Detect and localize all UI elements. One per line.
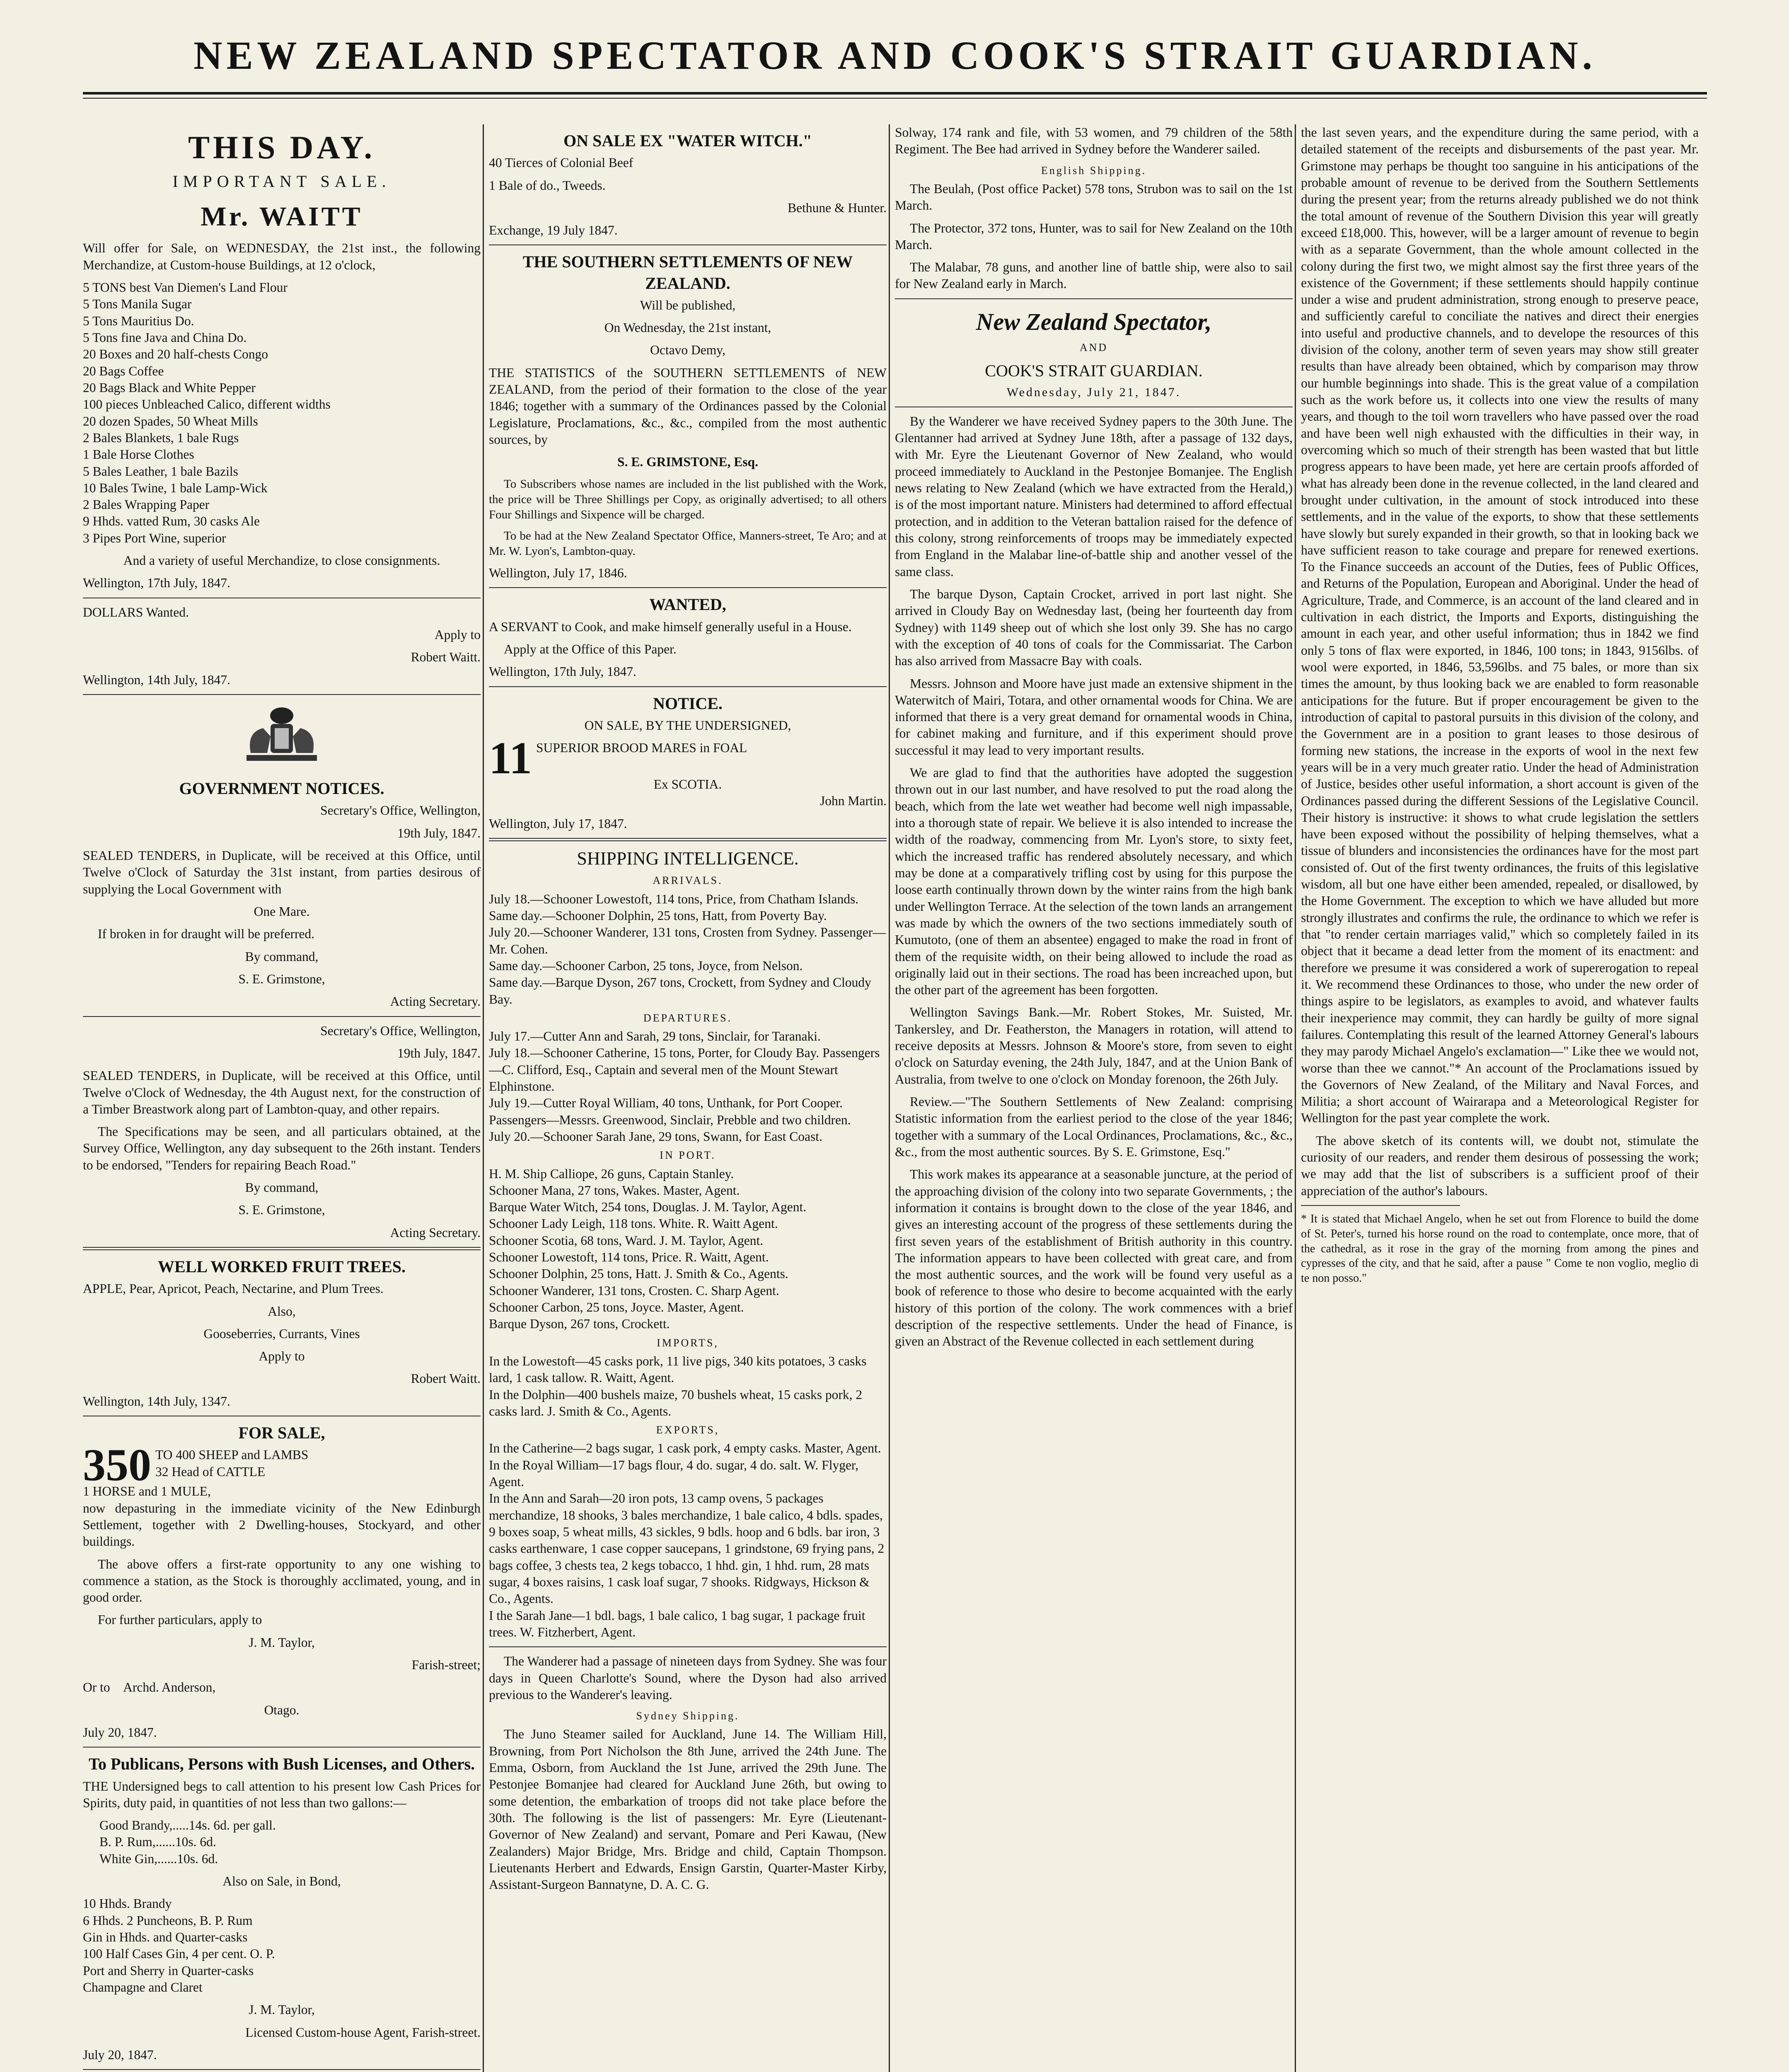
column-divider (1295, 124, 1296, 2072)
divider (83, 694, 481, 695)
publicans-also: Also on Sale, in Bond, (222, 1874, 341, 1889)
in-port-list (489, 1166, 887, 1333)
sale-outro: And a variety of useful Merchandize, to close consignments. (123, 553, 440, 568)
notice-date: Wellington, July 17, 1847. (489, 816, 627, 831)
list-item: Schooner Lowestoft, 114 tons, Price. R. Waitt, Agent. (489, 1250, 769, 1265)
list-item: 5 Tons Mauritius Do. (83, 313, 194, 328)
list-item: 20 Bags Coffee (83, 363, 164, 378)
forsale-date: July 20, 1847. (83, 1725, 157, 1740)
shipping-title: SHIPPING INTELLIGENCE. (577, 848, 799, 869)
forsale-number: 350 (83, 1440, 151, 1491)
gov-notices-title: GOVERNMENT NOTICES. (179, 779, 384, 798)
english-shipping-2: The Protector, 372 tons, Hunter, was to sail for New Zealand on the 10th March. (895, 220, 1293, 252)
ss-when: On Wednesday, the 21st instant, (604, 320, 771, 335)
exports-list (489, 1440, 887, 1641)
list-item: I the Sarah Jane—1 bdl. bags, 1 bale calico, 1 bag sugar, 1 package fruit trees. W. Fitzherbert, Agent. (489, 1608, 865, 1639)
paper-and: AND (1079, 341, 1108, 353)
divider (895, 298, 1293, 299)
editorial-paragraph: Wellington Savings Bank.—Mr. Robert Stokes, Mr. Suisted, Mr. Tankersley, and Dr. Featherston, the Managers in rotation, will attend to receive deposits at Messrs. Johnson & Moore's store, from seven to eight o'clock on Saturday evening, the 24th July, 1847, and at the Union Bank of Australia, from twelve to one o'clock on Monday forenoon, the 26th July. (895, 1005, 1293, 1087)
english-shipping-3: The Malabar, 78 guns, and another line of battle ship, were also to sail for New Zealand early in March. (895, 260, 1293, 291)
forsale-name-2: Archd. Anderson, (123, 1680, 216, 1695)
list-item: Barque Water Witch, 254 tons, Douglas. J. M. Taylor, Agent. (489, 1200, 807, 1215)
list-item: Port and Sherry in Quarter-casks (83, 1963, 254, 1978)
fruit-name: Robert Waitt. (411, 1371, 481, 1386)
column-divider (889, 124, 890, 2072)
imports-list (489, 1353, 887, 1420)
forsale-body2: The above offers a first-rate opportunity to any one wishing to commence a station, as the Stock is thoroughly acclimated, young, and in good order. (83, 1556, 481, 1605)
dollars-wanted: DOLLARS Wanted. (83, 605, 189, 620)
editorial-paragraph: We are glad to find that the authorities have adopted the suggestion thrown out in our last number, and have resolved to put the road along the beach, which from the late wet weather had become well nigh impassable, into a thorough state of repair. We believe it is also intended to increase the width of the roadway, commencing from Mr. Lyon's store, to sixty feet, which the increased traffic has rendered absolutely necessary, and which may be done at a comparatively trifling cost by using for this purpose the loose earth continually thrown down by the winter rains from the high bank under Wellington Terrace. At the selection of the town lands an arrangement was made by which the owners of the two sections immediately south of Kumutoto, (one of them an absentee) engaged to make the road in front of them of the requisite width, on their being allowed to include the road as originally laid out in their sections. The road has been increached upon, but the other part of the agreement has been forgotten. (895, 765, 1293, 997)
publicans-role: Licensed Custom-house Agent, Farish-street. (245, 2025, 481, 2040)
editorial-paragraph: Messrs. Johnson and Moore have just made an extensive shipment in the Waterwitch of Mairi, Totara, and other ornamental woods for China. We are informed that there is a very great demand for ornamental woods in China, for cabinet making and furniture, and if this experiment should prove successful it may lead to very important results. (895, 676, 1293, 758)
water-witch-date: Exchange, 19 July 1847. (489, 223, 618, 238)
gov2-date: 19th July, 1847. (397, 1046, 481, 1060)
notice-sign: John Martin. (820, 794, 887, 808)
column-3 (895, 124, 1293, 2072)
list-item: July 20.—Schooner Sarah Jane, 29 tons, Swann, for East Coast. (489, 1129, 822, 1144)
list-item: 100 pieces Unbleached Calico, different widths (83, 397, 331, 412)
english-shipping-title: English Shipping. (1041, 164, 1147, 177)
sale-type: IMPORTANT SALE. (172, 172, 391, 191)
gov2-body2: The Specifications may be seen, and all particulars obtained, at the Survey Office, Wellington, any day subsequent to the 26th instant. Tenders to be endorsed, "Tenders for repairing Beach Road." (83, 1124, 481, 1172)
list-item: Same day.—Schooner Carbon, 25 tons, Joyce, from Nelson. (489, 958, 803, 973)
gov1-by: By command, (245, 949, 319, 964)
southern-settlements-title: THE SOUTHERN SETTLEMENTS OF NEW ZEALAND. (522, 252, 853, 293)
forsale-apply: For further particulars, apply to (98, 1612, 262, 1627)
list-item: 9 Hhds. vatted Rum, 30 casks Ale (83, 514, 260, 529)
list-item: Schooner Dolphin, 25 tons, Hatt. J. Smith & Co., Agents. (489, 1266, 788, 1281)
editorial-paragraph: By the Wanderer we have received Sydney papers to the 30th June. The Glentanner had arrived at Sydney June 18th, after a passage of 132 days, with Mr. Eyre the Lieutenant Governor of New Zealand, who would proceed immediately to Auckland in the Pestonjee Bomanjee. The English news relating to New Zealand (which we have extracted from the Herald,) is of the most important nature. Ministers had determined to afford effectual protection, and in addition to the Veteran battalion raised for the defence of this colony, strong reinforcements of troops may be immediately expected from England in the Malabar line-of-battle ship and another vessel of the same class. (895, 414, 1293, 579)
notice-title: NOTICE. (653, 694, 723, 713)
gov2-role: Acting Secretary. (390, 1225, 481, 1240)
paper-subtitle: COOK'S STRAIT GUARDIAN. (985, 361, 1203, 380)
list-item: July 18.—Schooner Catherine, 15 tons, Porter, for Cloudy Bay. Passengers—C. Clifford, Esq., Captain and several men of the Mount Stewart Elphinstone. (489, 1046, 880, 1094)
notice-line: ON SALE, BY THE UNDERSIGNED, (584, 718, 791, 733)
ss-date: Wellington, July 17, 1846. (489, 566, 627, 581)
gov1-pref: If broken in for draught will be preferred. (98, 927, 315, 942)
ss-publish: Will be published, (640, 298, 736, 312)
list-item: 10 Bales Twine, 1 bale Lamp-Wick (83, 480, 268, 495)
list-item: B. P. Rum,......10s. 6d. (99, 1835, 216, 1849)
list-item: 1 Bale Horse Clothes (83, 447, 194, 462)
list-item: July 20.—Schooner Wanderer, 131 tons, Crosten from Sydney. Passenger—Mr. Cohen. (489, 925, 886, 956)
fruit-also: Also, (268, 1304, 296, 1319)
list-item: 5 Bales Leather, 1 bale Bazils (83, 464, 238, 479)
footnote: * It is stated that Michael Angelo, when he set out from Florence to build the dome of St. Peter's, turned his horse round on the road to contemplate, once more, that of the cathedral, as it rose in the gray of the morning from among the pines and cypresses of the city, and that he said, after a pause " Come te non voglio, meglio di te non posso." (1301, 1213, 1699, 1285)
gov1-role: Acting Secretary. (390, 994, 481, 1009)
forsale-addr-1: Farish-street; (411, 1658, 481, 1673)
list-item: Barque Dyson, 267 tons, Crockett. (489, 1317, 670, 1331)
list-item: Same day.—Barque Dyson, 267 tons, Crockett, from Sydney and Cloudy Bay. (489, 975, 871, 1007)
editorial-paragraph: This work makes its appearance at a seasonable juncture, at the period of the approaching division of the colony into two separate Governments, ; the information it contains is brought down to the close of the year 1846, and gives an interesting account of the progress of these settlements during the first seven years of the establishment of British authority in this country. The information appears to have been collected with great care, and from the most authentic sources, and the work will be found very useful as a book of reference to those who desire to become acquainted with the early history of this portion of the colony. The work commences with a brief description of the respective settlements. Under the head of Finance, is given an Abstract of the Revenue collected in each settlement during (895, 1167, 1293, 1349)
list-item: In the Lowestoft—45 casks pork, 11 live pigs, 340 kits potatoes, 3 casks lard, 1 cask tallow. R. Waitt, Agent. (489, 1353, 867, 1385)
fruit-body: APPLE, Pear, Apricot, Peach, Nectarine, and Plum Trees. (83, 1281, 384, 1296)
column-1 (83, 124, 481, 2072)
imports-title: IMPORTS, (657, 1336, 719, 1349)
editorial-paragraph: The above sketch of its contents will, we doubt not, stimulate the curiosity of our readers, and render them desirous of possessing the work; we may add that the list of subscribers is a sufficient proof of their appreciation of the author's labours. (1301, 1133, 1699, 1198)
ss-size: Octavo Demy, (650, 343, 725, 358)
publicans-date: July 20, 1847. (83, 2047, 157, 2062)
list-item: 3 Pipes Port Wine, superior (83, 530, 226, 545)
this-day-heading: THIS DAY. (188, 129, 376, 165)
list-item: In the Royal William—17 bags flour, 4 do. sugar, 4 do. salt. W. Flyger, Agent. (489, 1457, 859, 1489)
gov1-sign: S. E. Grimstone, (238, 971, 325, 986)
list-item: Schooner Lady Leigh, 118 tons. White. R. Waitt Agent. (489, 1216, 778, 1231)
auctioneer-name: Mr. WAITT (201, 201, 363, 232)
sale-items-list (83, 279, 481, 547)
sale-date: Wellington, 17th July, 1847. (83, 576, 230, 591)
sale-intro: Will offer for Sale, on WEDNESDAY, the 21st inst., the following Merchandize, at Custom-house Buildings, at 12 o'clock, (83, 241, 481, 272)
gov2-by: By command, (245, 1180, 319, 1195)
column-2 (489, 124, 887, 2072)
editorial-paragraph: the last seven years, and the expenditure during the same period, with a detailed statement of the receipts and disbursements of the past year. Mr. Grimstone may perhaps be thought too sanguine in his anticipations of the probable amount of revenue to be derived from the Southern Settlements during the present year; from the returns already published we do not think the total amount of revenue of the Southern Division this year will greatly exceed £18,000. This, however, will be a larger amount of revenue to begin with as a separate Government, than the whole amount collected in the colony during the first two, we might almost say the first three years of the existence of the Government; if these settlements should happily continue under a wise and prudent administration, strong enough to preserve peace, and sufficiently careful to conciliate the natives and direct their energies into useful and productive channels, and to develope the resources of this division of the colony, another term of seven years may show still greater results than have already been obtained, which by comparison may throw our humble beginnings into shade. This is the great value of a compilation such as the work before us, it collects into one view the results of many years, and though to the toil worn travellers who have passed over the road and have been well nigh exhausted with the difficulties in their way, in overcoming which so much of their strength has been wasted that but little progress appears to have been made, yet here are certain proofs afforded of what has already been done in the revenue collected, in the land cleared and brought under cultivation, in the amount of stock introduced into these settlements, and in the value of the exports, to show that these settlements have slowly but surely expanded in their growth, so that in looking back we have sufficient reason to take courage and prepare for renewed exertions. To the Finance succeeds an account of the Duties, fees of Public Offices, and Returns of the Population, European and Aboriginal. Under the head of Agriculture, Trade, and Commerce, is an account of the land cleared and in cultivation in each district, the Imports and Exports, distinguishing the amount in each year, and other useful information; thus in 1842 we find only 5 tons of flax were exported, in 1846, 100 tons; in 1843, 9156lbs. of wool were exported, in 1846, 53,596lbs. and 75 bales, or more than six times the amount, by thus looking back we are enabled to form reasonable anticipations for the future. But if proper encouragement be given to the introduction of capital to pastoral pursuits in this division of the colony, and the Government are in a position to grant leases to those desirous of forming new stations, the increase in the exports of wool in the next few years will be in a very much greater ratio. Under the head of Administration of Justice, besides other useful information, a short account is given of the Ordinances passed during the different Sessions of the Legislative Council. Their history is instructive: it shows to what crude legislation the settlers have been exposed without the possibility of helping themselves, what a tissue of blunders and inconsistencies the ordinances have for the most part consisted of. Out of the first twenty ordinances, the fruits of this legislative wisdom, all but one have either been amended, repealed, or disallowed, by the Home Government. The exception to which we have alluded but more strongly illustrates and confirms the rule, the ordinance to which we refer is that "to render certain marriages valid," which so completely failed in its object that it became a dead letter from the moment of its enactment: and therefore we presume it was considered a work of supererogation to repeal it. We recommend these Ordinances to those, who under the new order of things aspire to be legislators, as examples to avoid, and whatever faults their inexperience may commit, they can hardly be guilty of more signal failures. Contemplating this result of the learned Attorney General's labours they may parody Michael Angelo's exclamation—" Like thee we would not, worse than thee we cannot."* An account of the Proclamations issued by the Governors of New Zealand, of the Military and Naval Forces, and Militia; a short account of Wairarapa and a Meteorological Register for Wellington for the past year complete the work. (1301, 125, 1699, 1126)
departures-title: DEPARTURES. (643, 1012, 733, 1024)
water-witch-line: 1 Bale of do., Tweeds. (489, 178, 606, 193)
arrivals-title: ARRIVALS. (653, 874, 723, 887)
water-witch-title: ON SALE EX "WATER WITCH." (563, 131, 812, 150)
notice-line: Ex SCOTIA. (653, 777, 722, 792)
list-item: Champagne and Claret (83, 1980, 203, 1995)
divider (489, 587, 887, 588)
list-item: White Gin,......10s. 6d. (99, 1851, 218, 1866)
list-item: Schooner Mana, 27 tons, Wakes. Master, Agent. (489, 1183, 740, 1198)
gov2-sign: S. E. Grimstone, (238, 1203, 325, 1218)
fruit-date: Wellington, 14th July, 1347. (83, 1394, 230, 1409)
list-item: Good Brandy,.....14s. 6d. per gall. (99, 1818, 276, 1833)
masthead: NEW ZEALAND SPECTATOR AND COOK'S STRAIT GUARDIAN. (193, 33, 1596, 77)
list-item: 5 Tons fine Java and China Do. (83, 330, 247, 345)
forsale-line: 32 Head of CATTLE (155, 1464, 266, 1479)
gov2-office: Secretary's Office, Wellington, (320, 1023, 481, 1038)
publicans-body: THE Undersigned begs to call attention to his present low Cash Prices for Spirits, duty paid, in quantities of not less than two gallons:— (83, 1779, 481, 1810)
ss-subscribers: To Subscribers whose names are included in the list published with the Work, the price will be Three Shillings per Copy, as originally advertised; to all others Four Shillings and Sixpence will be charged. (489, 477, 887, 521)
list-item: In the Catherine—2 bags sugar, 1 cask pork, 4 empty casks. Master, Agent. (489, 1441, 881, 1456)
divider (83, 1747, 481, 1748)
list-item: 20 dozen Spades, 50 Wheat Mills (83, 414, 258, 428)
list-item: July 18.—Schooner Lowestoft, 114 tons, Price, from Chatham Islands. (489, 891, 859, 906)
list-item: 5 TONS best Van Diemen's Land Flour (83, 280, 288, 295)
masthead-rule-thin (83, 98, 1707, 99)
list-item: 5 Tons Manila Sugar (83, 297, 192, 312)
fruit-title: WELL WORKED FRUIT TREES. (158, 1257, 406, 1276)
wanted-title: WANTED, (649, 595, 726, 614)
publicans-title: To Publicans, Persons with Bush Licenses, and Others. (88, 1755, 475, 1774)
dollars-apply: Apply to (434, 627, 481, 642)
divider (83, 1247, 481, 1250)
column-4 (1301, 124, 1699, 2072)
sydney-shipping-paragraph: The Juno Steamer sailed for Auckland, June 14. The William Hill, Browning, from Port Nicholson the 8th June, arrived the 24th June. The Emma, Osborn, from Auckland the 1st June, arrived the 29th June. The Pestonjee Bomanjee had cleared for Auckland June 26th, but owing to some detention, the embarkation of troops did not take place before the 30th. The following is the list of passengers: Mr. Eyre (Lieutenant-Governor of New Zealand) and servant, Pomare and Peri Kawau, (New Zealanders) Major Bridge, Mrs. Bridge and child, Captain Thompson. Lieutenants Herbert and Edwards, Ensign Garstin, Quarter-Master Kirby, Assistant-Surgeon Bannatyne, D. A. C. G. (489, 1727, 887, 1892)
dollars-date: Wellington, 14th July, 1847. (83, 672, 230, 687)
list-item: Schooner Scotia, 68 tons, Ward. J. M. Taylor, Agent. (489, 1233, 764, 1248)
notice-line: SUPERIOR BROOD MARES in FOAL (536, 741, 747, 755)
list-item: Gin in Hhds. and Quarter-casks (83, 1930, 248, 1945)
list-item: 6 Hhds. 2 Puncheons, B. P. Rum (83, 1913, 253, 1928)
list-item: July 17.—Cutter Ann and Sarah, 29 tons, Sinclair, for Taranaki. (489, 1029, 821, 1044)
wanted-body: A SERVANT to Cook, and make himself generally useful in a House. (489, 619, 852, 634)
list-item: July 19.—Cutter Royal William, 40 tons, Unthank, for Port Cooper. Passengers—Messrs. Greenwood, Sinclair, Prebble and two children. (489, 1096, 851, 1127)
list-item: H. M. Ship Calliope, 26 guns, Captain Stanley. (489, 1166, 734, 1181)
gov1-body: SEALED TENDERS, in Duplicate, will be received at this Office, until Twelve o'Clock of Saturday the 31st instant, from parties desirous of supplying the Local Government with (83, 848, 481, 896)
forsale-or: Or to (83, 1680, 110, 1695)
gov2-body: SEALED TENDERS, in Duplicate, will be received at this Office, until Twelve o'Clock of Wednesday, the 4th August next, for the construction of a Timber Breastwork along part of Lambton-quay, and other repairs. (83, 1068, 481, 1116)
ss-body: THE STATISTICS of the SOUTHERN SETTLEMENTS of NEW ZEALAND, from the period of their formation to the close of the year 1846; together with a summary of the Ordinances passed by the Colonial Legislature, Proclamations, &c., &c., compiled from the most authentic sources, by (489, 365, 887, 447)
ss-had: To be had at the New Zealand Spectator Office, Manners-street, Te Aro; and at Mr. W. Lyon's, Lambton-quay. (489, 529, 887, 558)
forsale-line: TO 400 SHEEP and LAMBS (155, 1447, 309, 1462)
list-item: 10 Hhds. Brandy (83, 1896, 172, 1911)
publicans-prices (83, 1817, 481, 1867)
fruit-more: Gooseberries, Currants, Vines (203, 1326, 360, 1341)
forsale-body: now depasturing in the immediate vicinity of the New Edinburgh Settlement, together with 2 Dwelling-houses, Stockyard, and other buildings. (83, 1501, 481, 1549)
list-item: Same day.—Schooner Dolphin, 25 tons, Hatt, from Poverty Bay. (489, 908, 827, 923)
paper-date: Wednesday, July 21, 1847. (1006, 385, 1181, 399)
paper-title: New Zealand Spectator, (976, 308, 1212, 335)
wanted-apply: Apply at the Office of this Paper. (504, 641, 677, 656)
gov1-office: Secretary's Office, Wellington, (320, 803, 481, 818)
divider (1301, 1205, 1460, 1206)
list-item: Schooner Carbon, 25 tons, Joyce. Master, Agent. (489, 1300, 744, 1315)
english-shipping-1: The Beulah, (Post office Packet) 578 tons, Strubon was to sail on the 1st March. (895, 181, 1293, 213)
wanderer-paragraph: The Wanderer had a passage of nineteen days from Sydney. She was four days in Queen Charlotte's Sound, where the Dyson had also arrived previous to the Wanderer's leaving. (489, 1654, 887, 1702)
list-item: 2 Bales Blankets, 1 bale Rugs (83, 430, 239, 445)
forsale-addr-2: Otago. (264, 1702, 300, 1717)
publicans-name: J. M. Taylor, (249, 2002, 315, 2017)
notice-number: 11 (489, 733, 532, 784)
departures-list (489, 1028, 887, 1145)
editorial-paragraph: The barque Dyson, Captain Crocket, arrived in port last night. She arrived in Cloudy Bay on Wednesday last, (being her fourteenth day from Sydney) with 1149 sheep out of which she lost only 39. She has no cargo with the exception of 40 tons of coals for the Commissariat. The Carbon has also arrived from Massacre Bay with coals. (895, 586, 1293, 668)
wanted-date: Wellington, 17th July, 1847. (489, 664, 636, 679)
exports-title: EXPORTS, (656, 1424, 720, 1436)
gov1-date: 19th July, 1847. (397, 825, 481, 840)
list-item: 100 Half Cases Gin, 4 per cent. O. P. (83, 1946, 275, 1961)
list-item: In the Ann and Sarah—20 iron pots, 13 camp ovens, 5 packages merchandize, 18 shooks, 3 bales merchandize, 1 bale calico, 4 bdls. spades, 9 boxes soap, 5 wheat mills, 43 sickles, 9 bdls. hoop and 6 bdls. bar iron, 3 casks earthenware, 1 case copper saucepans, 1 grindstone, 69 frying pans, 2 bags coffee, 3 chests tea, 2 kegs tobacco, 1 hhd. gin, 1 hhd. rum, 28 mats sugar, 4 boxes raisins, 1 cask loaf sugar, 7 shooks. Ridgways, Hickson & Co., Agents. (489, 1491, 885, 1606)
sydney-shipping-title: Sydney Shipping. (636, 1710, 740, 1722)
masthead-rule (83, 92, 1707, 94)
list-item: 20 Bags Black and White Pepper (83, 380, 256, 395)
list-item: Schooner Wanderer, 131 tons, Crosten. C. Sharp Agent. (489, 1283, 779, 1298)
divider (489, 838, 887, 841)
editorial-paragraph: Review.—"The Southern Settlements of New Zealand: comprising Statistic information from the earliest period to the close of the year 1846; together with a summary of the Local Ordinances, Proclamations, &c., &c., &c., from the most authentic sources. By S. E. Grimstone, Esq." (895, 1094, 1293, 1159)
water-witch-line: 40 Tierces of Colonial Beef (489, 155, 633, 170)
divider (83, 1016, 481, 1017)
list-item: In the Dolphin—400 bushels maize, 70 bushels wheat, 15 casks pork, 2 casks lard. J. Smith & Co., Agents. (489, 1387, 863, 1418)
dollars-name: Robert Waitt. (411, 650, 481, 665)
gov1-item: One Mare. (254, 904, 310, 919)
divider (489, 1646, 887, 1647)
continued-paragraph: Solway, 174 rank and file, with 53 women, and 79 children of the 58th Regiment. The Bee had arrived in Sydney before the Wanderer sailed. (895, 125, 1293, 157)
publicans-items (83, 1895, 481, 1996)
arrivals-list (489, 891, 887, 1008)
forsale-name-1: J. M. Taylor, (249, 1635, 315, 1650)
list-item: 20 Boxes and 20 half-chests Congo (83, 347, 268, 362)
list-item: 2 Bales Wrapping Paper (83, 497, 210, 512)
divider (83, 2069, 481, 2070)
forsale-line: 1 HORSE and 1 MULE, (83, 1484, 211, 1499)
divider (489, 686, 887, 687)
ss-author: S. E. GRIMSTONE, Esq. (617, 455, 758, 470)
water-witch-sign: Bethune & Hunter. (788, 200, 887, 215)
divider (489, 244, 887, 245)
fruit-apply: Apply to (259, 1349, 305, 1364)
column-divider (483, 124, 484, 2072)
in-port-title: IN PORT. (660, 1149, 716, 1162)
royal-coat-of-arms-icon (83, 703, 481, 770)
forsale-title: FOR SALE, (238, 1423, 325, 1443)
